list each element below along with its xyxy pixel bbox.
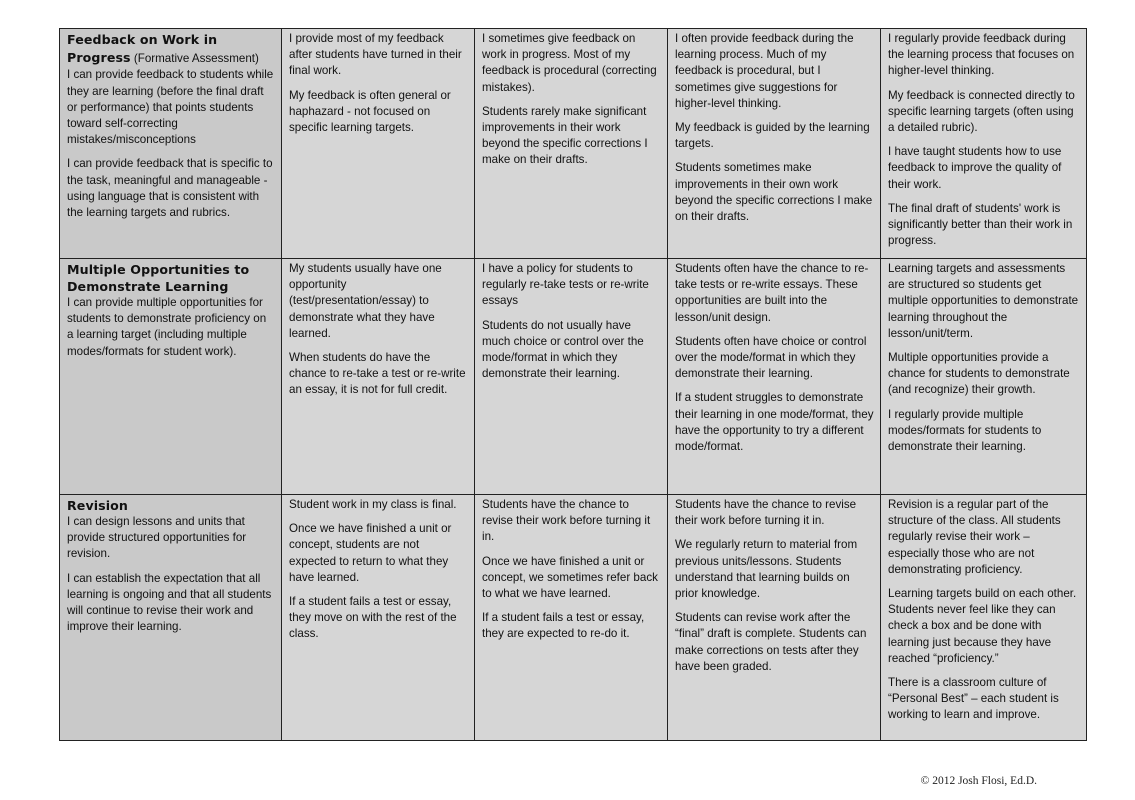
level-1-cell [282, 259, 475, 495]
rubric-row-revision [60, 495, 1087, 741]
level-1-cell [282, 495, 475, 741]
rubric-row-feedback [60, 29, 1087, 259]
level-text: I often provide feedback during the learning process. Much of my feedback is procedural, but I sometimes give suggestions for higher-level thinking. [675, 32, 854, 110]
level-3-cell [668, 29, 881, 259]
criterion-title: Multiple Opportunities to Demonstrate Learning [67, 262, 250, 294]
criterion-description: I can design lessons and units that provide structured opportunities for revision. [67, 515, 247, 561]
level-text: Students often have the chance to re-take tests or re-write essays. These opportunities are built into the lesson/unit design. [675, 262, 869, 324]
rubric-row-multiple-opportunities [60, 259, 1087, 495]
rubric-table [59, 28, 1087, 741]
level-text: Students have the chance to revise their work before turning it in. [675, 498, 857, 528]
level-text: My feedback is guided by the learning targets. [675, 121, 870, 151]
level-text: Once we have finished a unit or concept, we sometimes refer back to what we have learned. [482, 554, 658, 601]
level-text: Once we have finished a unit or concept, students are not expected to return to what they have learned. [289, 522, 452, 584]
level-text: Students have the chance to revise their work before turning it in. [482, 498, 651, 544]
level-3-cell [668, 259, 881, 495]
criterion-title: Feedback on Work in Progress [67, 32, 218, 66]
level-text: I have a policy for students to regularly re-take tests or re-write essays [482, 262, 649, 308]
criterion-description: I can provide feedback to students while they are learning (before the final draft or performance) that points students toward self-correcting mistakes/misconceptions [67, 68, 274, 147]
level-text: When students do have the chance to re-take a test or re-write an essay, it is not for full credit. [289, 351, 466, 397]
level-4-cell [881, 259, 1087, 495]
level-text: We regularly return to material from previous units/lessons. Students understand that learning builds on prior knowledge. [675, 538, 858, 601]
level-text: I sometimes give feedback on work in progress. Most of my feedback is procedural (correcting mistakes). [482, 32, 657, 94]
level-text: Learning targets build on each other. Students never feel like they can check a box and be done with learning just because they have reached “proficiency.” [888, 587, 1077, 665]
level-text: Students do not usually have much choice or control over the mode/format in which they demonstrate their learning. [482, 318, 644, 381]
level-3-cell [668, 495, 881, 741]
criterion-title: Revision [67, 498, 128, 513]
criterion-cell [60, 259, 282, 495]
level-text: My feedback is connected directly to specific learning targets (often using a detailed rubric). [888, 88, 1075, 135]
level-text: Students can revise work after the “final” draft is complete. Students can make corrections on tests after they have been graded. [675, 611, 867, 673]
criterion-subtitle: (Formative Assessment) [130, 52, 259, 66]
criterion-heading [67, 31, 275, 67]
level-2-cell [475, 29, 668, 259]
level-text: I have taught students how to use feedback to improve the quality of their work. [888, 145, 1062, 191]
level-text: Students rarely make significant improvements in their work beyond the specific corrections I make on their drafts. [482, 104, 648, 167]
level-text: Learning targets and assessments are structured so students get multiple opportunities to demonstrate learning throughout the lesson/unit/term. [888, 262, 1079, 340]
level-text: Students sometimes make improvements in their own work beyond the specific corrections I make on their drafts. [675, 161, 873, 224]
level-4-cell [881, 495, 1087, 741]
criterion-description: I can establish the expectation that all learning is ongoing and that all students will continue to revise their work and improve their learning. [67, 571, 272, 634]
criterion-description: I can provide feedback that is specific to the task, meaningful and manageable - using language that is consistent with the learning targets and rubrics. [67, 157, 273, 220]
level-2-cell [475, 495, 668, 741]
level-text: If a student struggles to demonstrate their learning in one mode/format, they have the opportunity to try a different mode/format. [675, 391, 874, 454]
level-text: Revision is a regular part of the structure of the class. All students regularly revise their work – especially those who are not demonstrating proficiency. [888, 498, 1061, 576]
level-text: I provide most of my feedback after students have turned in their final work. [289, 32, 462, 78]
level-text: The final draft of students' work is significantly better than their work in progress. [888, 201, 1073, 248]
level-text: My feedback is often general or haphazard - not focused on specific learning targets. [289, 88, 451, 135]
criterion-description: I can provide multiple opportunities for students to demonstrate proficiency on a learning target (including multiple modes/formats for student work). [67, 296, 267, 358]
level-2-cell [475, 259, 668, 495]
level-text: There is a classroom culture of “Personal Best” – each student is working to learn and improve. [888, 676, 1059, 722]
copyright-notice: © 2012 Josh Flosi, Ed.D. [920, 775, 1037, 787]
criterion-cell [60, 495, 282, 741]
level-text: If a student fails a test or essay, they are expected to re-do it. [482, 611, 645, 641]
level-text: I regularly provide feedback during the learning process that focuses on higher-level thinking. [888, 32, 1075, 78]
level-text: Students often have choice or control over the mode/format in which they demonstrate their learning. [675, 334, 867, 381]
level-1-cell [282, 29, 475, 259]
level-text: Multiple opportunities provide a chance for students to demonstrate (and recognize) their growth. [888, 351, 1070, 397]
criterion-cell [60, 29, 282, 259]
level-text: Student work in my class is final. [289, 498, 457, 511]
level-text: My students usually have one opportunity (test/presentation/essay) to demonstrate what they have learned. [289, 262, 442, 340]
level-4-cell [881, 29, 1087, 259]
level-text: I regularly provide multiple modes/formats for students to demonstrate their learning. [888, 407, 1042, 454]
level-text: If a student fails a test or essay, they move on with the rest of the class. [289, 595, 457, 641]
